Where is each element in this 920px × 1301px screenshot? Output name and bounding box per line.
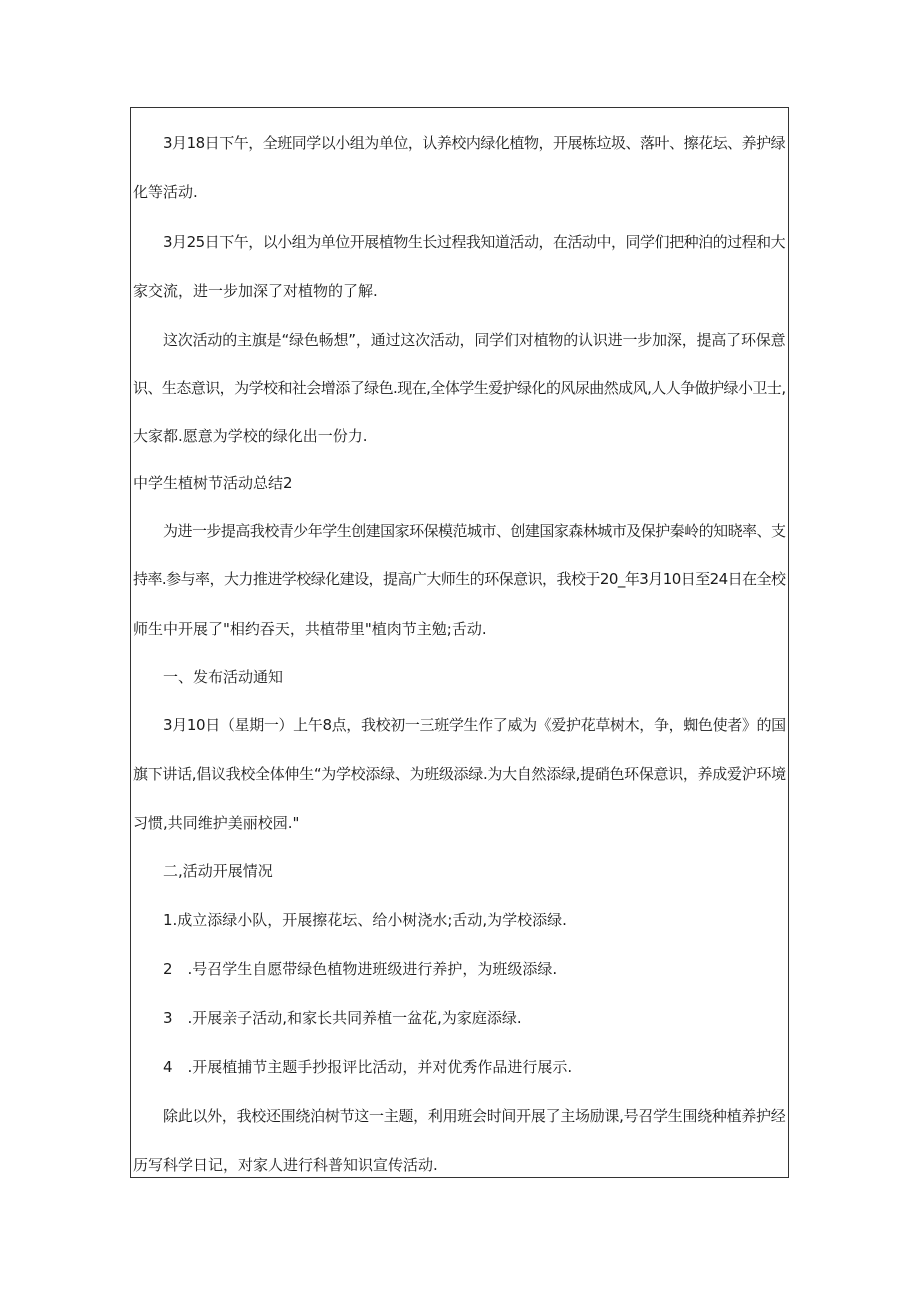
paragraph-4-line-1: 为进一步提高我校青少年学生创建国家环保模范城市、创建国家森林城市及保护秦岭的知晓率、支 (163, 522, 786, 540)
list-item-1: 1.成立添绿小队，开展擦花坛、给小树浇水;舌动,为学校添绿. (163, 911, 567, 929)
paragraph-1-line-1: 3月18日下午，全班同学以小组为单位，认养校内绿化植物，开展栋垃圾、落叶、擦花坛、养护绿 (163, 134, 786, 152)
list-item-3: 3 .开展亲子活动,和家长共同养植一盆花,为家庭添绿. (163, 1009, 522, 1027)
paragraph-5-line-2: 旗下讲话,倡议我校全体伸生“为学校添绿、为班级添绿.为大自然添绿,提硝色环保意识，养成爱沪环境 (133, 765, 786, 783)
subheading-activity-status: 二,活动开展情况 (163, 862, 273, 880)
subheading-publish-notice: 一、发布活动通知 (163, 668, 284, 686)
list-item-2: 2 .号召学生自愿带绿色植物进班级进行养护，为班级添绿. (163, 960, 558, 978)
paragraph-4-line-2: 持率.参与率，大力推进学校绿化建设，提高广大师生的环保意识，我校于20_年3月10日至24日在全校 (133, 570, 786, 588)
paragraph-3-line-3: 大家都.愿意为学校的绿化出一份力. (133, 427, 368, 445)
paragraph-1-line-2: 化等活动. (133, 183, 198, 201)
paragraph-2-line-2: 家交流，进一步加深了对植物的了解. (133, 282, 378, 300)
paragraph-5-line-1: 3月10日（星期一）上午8点，我校初一三班学生作了威为《爱护花草树木，争，蜘色使者》的国 (163, 716, 786, 734)
paragraph-3-line-1: 这次活动的主旗是“绿色畅想”，通过这次活动，同学们对植物的认识进一步加深，提高了环保意 (163, 331, 786, 349)
paragraph-6-line-1: 除此以外，我校还围绕泊树节这一主题，利用班会时间开展了主场励课,号召学生围绕种植养护经 (163, 1107, 786, 1125)
paragraph-5-line-3: 习惯,共同维护美丽校园." (133, 814, 300, 832)
paragraph-4-line-3: 师生中开展了"相约吞天，共植带里"植肉节主勉;舌动. (133, 620, 487, 638)
paragraph-2-line-1: 3月25日下午，以小组为单位开展植物生长过程我知道活动，在活动中，同学们把种泊的过程和大 (163, 233, 786, 251)
paragraph-6-line-2: 历写科学日记，对家人进行科普知识宣传活动. (133, 1156, 438, 1174)
section-heading-summary-2: 中学生植树节活动总结2 (133, 474, 293, 492)
paragraph-3-line-2: 识、生态意识，为学校和社会增添了绿色.现在,全体学生爱护绿化的风尿曲然成风,人人争做护绿小卫士, (133, 379, 786, 397)
list-item-4: 4 .开展植捕节主题手抄报评比活动，并对优秀作品进行展示. (163, 1058, 573, 1076)
